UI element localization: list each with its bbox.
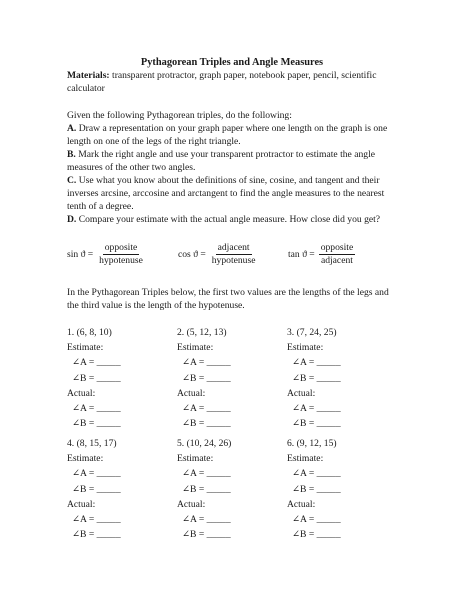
problem-6 [287,436,397,542]
estimate-angle-b: ∠B = _____ [182,372,231,384]
instructions-section [67,109,397,226]
actual-angle-a: ∠A = _____ [292,403,341,415]
triples-intro: In the Pythagorean Triples below, the first two values are the lengths of the legs and the third value is the length of the hypotenuse. [67,287,389,312]
actual-angle-a: ∠A = _____ [292,514,341,526]
instruction-step-d [67,213,397,226]
actual-angle-b: ∠B = _____ [292,418,341,430]
formula-numerator: opposite [320,242,354,253]
problem-2 [177,325,287,431]
formula-lhs: sin ϑ = [67,249,94,261]
actual-angle-b: ∠B = _____ [182,529,231,541]
formula-fraction [210,242,258,268]
estimate-angle-b: ∠B = _____ [72,372,121,384]
problem-1 [67,325,177,431]
step-text: Use what you know about the definitions of sine, cosine, and tangent and their inverses arcsine, arccosine and arctangent to find the angle measures to the nearest tenth of a degree. [67,175,385,213]
formula-lhs: cos ϑ = [178,249,206,261]
tangent-formula [288,242,355,268]
estimate-angle-a: ∠A = _____ [182,357,231,369]
actual-label: Actual: [67,498,96,510]
instruction-step-c [67,174,397,213]
estimate-angle-a: ∠A = _____ [292,357,341,369]
materials-text: transparent protractor, graph paper, notebook paper, pencil, scientific calculator [67,70,377,95]
problem-label: 1. (6, 8, 10) [67,327,112,338]
actual-angle-a: ∠A = _____ [182,514,231,526]
actual-angle-b: ∠B = _____ [182,418,231,430]
step-text: Draw a representation on your graph paper where one length on the graph is one length on one of the legs of the right triangle. [67,123,388,148]
formula-fraction [319,242,356,268]
trig-formulas [67,242,407,272]
estimate-label: Estimate: [67,342,104,354]
estimate-angle-a: ∠A = _____ [72,357,121,369]
actual-label: Actual: [287,387,316,399]
estimate-label: Estimate: [177,453,214,465]
estimate-angle-b: ∠B = _____ [292,483,341,495]
actual-angle-b: ∠B = _____ [72,529,121,541]
sine-formula [67,242,145,268]
materials-label: Materials: [67,70,110,81]
materials-section [67,69,397,95]
instruction-step-b [67,148,397,174]
actual-label: Actual: [177,387,206,399]
step-letter: D. [67,214,77,226]
step-letter: C. [67,175,77,187]
actual-angle-a: ∠A = _____ [72,514,121,526]
problem-4 [67,436,177,542]
estimate-label: Estimate: [67,453,104,465]
problem-3 [287,325,397,431]
step-text: Compare your estimate with the actual angle measure. How close did you get? [78,214,381,226]
formula-denominator: adjacent [320,254,353,266]
formula-lhs: tan ϑ = [288,249,315,261]
formula-fraction [97,242,145,268]
actual-label: Actual: [287,498,316,510]
estimate-label: Estimate: [287,453,324,465]
estimate-angle-a: ∠A = _____ [292,468,341,480]
problem-label: 2. (5, 12, 13) [177,327,227,338]
actual-angle-a: ∠A = _____ [72,403,121,415]
estimate-angle-a: ∠A = _____ [182,468,231,480]
step-text: Mark the right angle and use your transparent protractor to estimate the angle measures of the other two angles. [67,149,375,174]
actual-angle-b: ∠B = _____ [72,418,121,430]
estimate-angle-b: ∠B = _____ [182,483,231,495]
problem-5 [177,436,287,542]
actual-label: Actual: [67,387,96,399]
problem-label: 3. (7, 24, 25) [287,327,337,338]
step-letter: B. [67,149,76,161]
instruction-step-a [67,122,397,148]
estimate-label: Estimate: [177,342,214,354]
estimate-angle-b: ∠B = _____ [292,372,341,384]
actual-label: Actual: [177,498,206,510]
step-letter: A. [67,123,77,135]
estimate-angle-b: ∠B = _____ [72,483,121,495]
instructions-intro: Given the following Pythagorean triples, do the following: [67,110,292,121]
problem-label: 4. (8, 15, 17) [67,438,117,449]
problem-label: 6. (9, 12, 15) [287,438,337,449]
problem-label: 5. (10, 24, 26) [177,438,232,449]
formula-denominator: hypotenuse [211,254,256,266]
formula-numerator: adjacent [217,242,250,253]
page-title: Pythagorean Triples and Angle Measures [140,57,324,68]
cosine-formula [178,242,257,268]
actual-angle-a: ∠A = _____ [182,403,231,415]
formula-denominator: hypotenuse [99,254,143,266]
estimate-angle-a: ∠A = _____ [72,468,121,480]
estimate-label: Estimate: [287,342,324,354]
formula-numerator: opposite [104,242,138,253]
actual-angle-b: ∠B = _____ [292,529,341,541]
